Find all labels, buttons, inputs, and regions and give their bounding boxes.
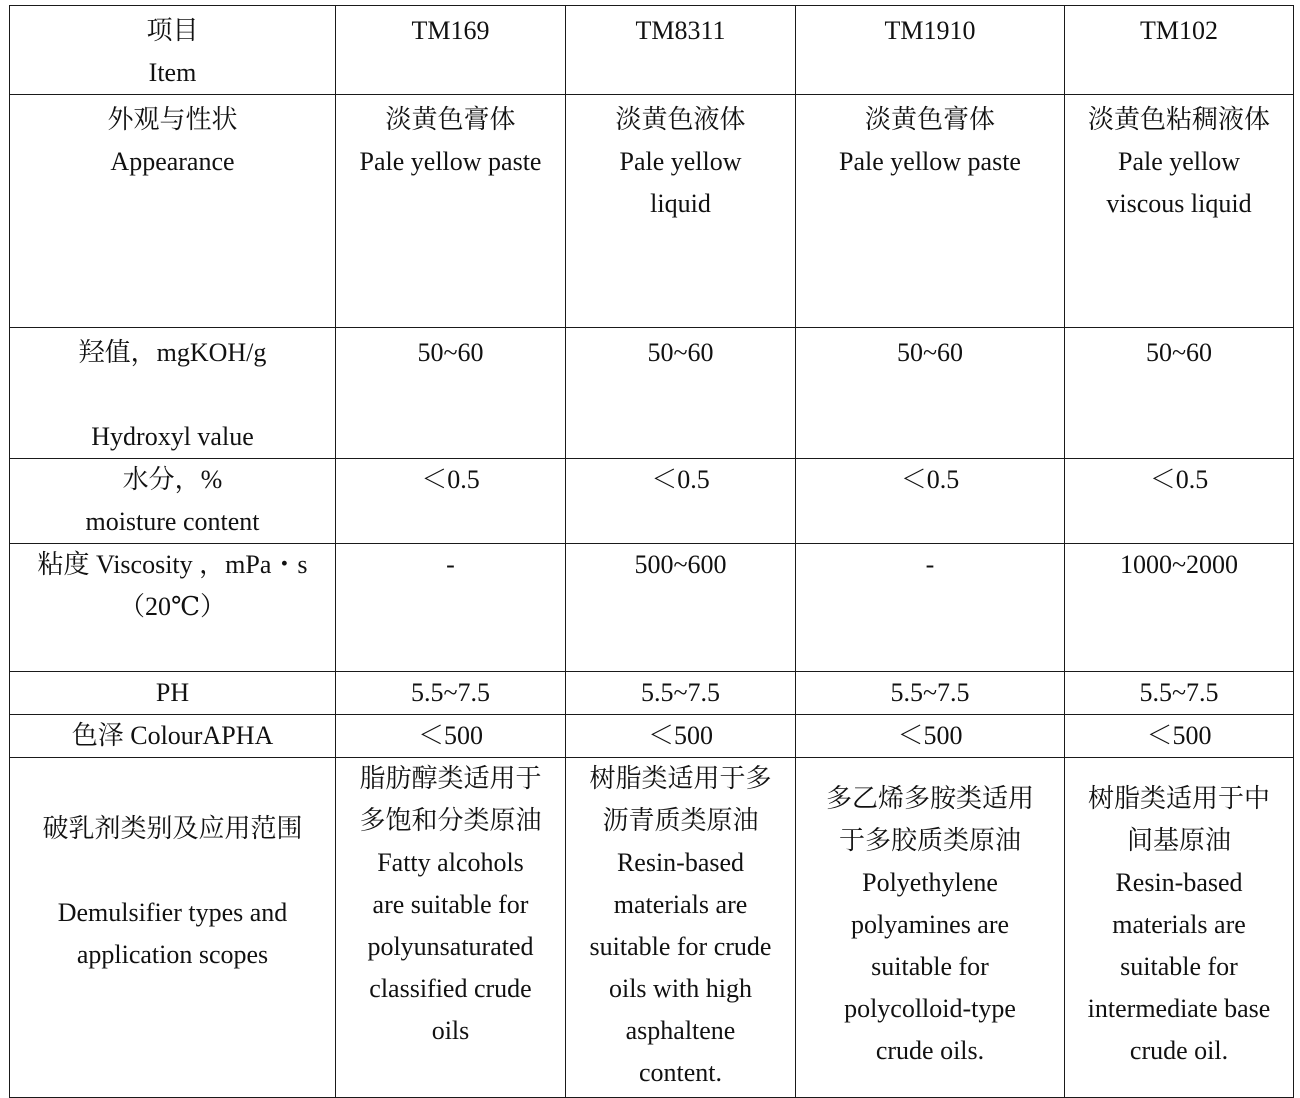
- moisture-label-en: moisture content: [85, 507, 260, 536]
- ph-tm1910: 5.5~7.5: [796, 672, 1065, 715]
- appearance-tm102-en-1: Pale yellow: [1117, 147, 1241, 176]
- viscosity-tm169: -: [336, 544, 566, 672]
- demulsifier-tm1910-line: polyamines are: [850, 910, 1010, 939]
- demulsifier-tm1910-line: polycolloid-type: [844, 994, 1016, 1023]
- hydroxyl-label-cell: [10, 328, 336, 459]
- header-product-tm169: TM169: [336, 6, 566, 95]
- demulsifier-tm1910-line: Polyethylene: [862, 868, 998, 897]
- header-row: [10, 6, 1294, 95]
- hydroxyl-tm102: 50~60: [1065, 328, 1294, 459]
- demulsifier-tm1910-line: 于多胶质类原油: [838, 826, 1021, 855]
- demulsifier-tm102-line: materials are: [1112, 910, 1246, 939]
- header-item-cell: [10, 6, 336, 95]
- demulsifier-tm8311-line: 树脂类适用于多: [589, 764, 772, 793]
- header-product-tm102: TM102: [1065, 6, 1294, 95]
- appearance-tm8311-cell: [566, 95, 796, 328]
- viscosity-label-cell: [10, 544, 336, 672]
- demulsifier-tm8311-line: materials are: [613, 890, 748, 919]
- ph-tm102: 5.5~7.5: [1065, 672, 1294, 715]
- colour-tm1910: ＜500: [796, 715, 1065, 758]
- viscosity-label-line1: 粘度 Viscosity ，mPa・s: [37, 550, 308, 579]
- demulsifier-tm1910-line: 多乙烯多胺类适用: [825, 784, 1034, 813]
- demulsifier-tm1910-cell: [796, 758, 1065, 1098]
- ph-tm169: 5.5~7.5: [336, 672, 566, 715]
- hydroxyl-label-cn: 羟值，mgKOH/g: [78, 338, 267, 367]
- demulsifier-tm102-line: suitable for: [1120, 952, 1238, 981]
- header-item-en: Item: [148, 58, 197, 87]
- colour-tm169: ＜500: [336, 715, 566, 758]
- viscosity-tm1910: -: [796, 544, 1065, 672]
- ph-row: [10, 672, 1294, 715]
- appearance-tm8311-en-1: Pale yellow: [619, 147, 742, 176]
- demulsifier-tm8311-line: Resin-based: [616, 848, 745, 877]
- hydroxyl-tm8311: 50~60: [566, 328, 796, 459]
- appearance-label-cell: [10, 95, 336, 328]
- demulsifier-tm102-cell: [1065, 758, 1294, 1098]
- demulsifier-label-en-1: Demulsifier types and: [57, 898, 288, 927]
- demulsifier-tm169-line: 多饱和分类原油: [359, 806, 542, 835]
- demulsifier-tm102-line: Resin-based: [1115, 868, 1243, 897]
- demulsifier-tm102-line: crude oil.: [1129, 1036, 1229, 1065]
- appearance-tm1910-en: Pale yellow paste: [839, 147, 1021, 176]
- demulsifier-tm8311-line: content.: [638, 1058, 723, 1087]
- hydroxyl-label-gap: [16, 374, 329, 416]
- viscosity-label-line2: （20℃）: [118, 592, 227, 621]
- demulsifier-tm8311-line: 沥青质类原油: [602, 806, 759, 835]
- colour-row: [10, 715, 1294, 758]
- colour-tm102: ＜500: [1065, 715, 1294, 758]
- appearance-tm8311-cn: 淡黄色液体: [615, 105, 746, 134]
- demulsifier-tm169-line: are suitable for: [372, 890, 529, 919]
- demulsifier-tm1910-line: suitable for: [871, 952, 989, 981]
- header-product-tm8311: TM8311: [566, 6, 796, 95]
- demulsifier-tm169-line: Fatty alcohols: [377, 848, 524, 877]
- hydroxyl-label-en: Hydroxyl value: [91, 422, 254, 451]
- moisture-tm169: ＜0.5: [336, 459, 566, 544]
- viscosity-row: [10, 544, 1294, 672]
- hydroxyl-row: [10, 328, 1294, 459]
- demulsifier-tm8311-line: suitable for crude: [589, 932, 772, 961]
- moisture-tm1910: ＜0.5: [796, 459, 1065, 544]
- appearance-tm102-cn: 淡黄色粘稠液体: [1087, 105, 1270, 134]
- appearance-tm8311-en-2: liquid: [650, 189, 711, 218]
- colour-tm8311: ＜500: [566, 715, 796, 758]
- viscosity-tm102: 1000~2000: [1065, 544, 1294, 672]
- ph-label: PH: [10, 672, 336, 715]
- appearance-tm1910-cell: [796, 95, 1065, 328]
- moisture-tm8311: ＜0.5: [566, 459, 796, 544]
- demulsifier-tm169-line: 脂肪醇类适用于: [359, 764, 542, 793]
- appearance-label-en: Appearance: [110, 147, 235, 176]
- viscosity-tm8311: 500~600: [566, 544, 796, 672]
- appearance-label-cn: 外观与性状: [107, 105, 238, 134]
- demulsifier-label-cn: 破乳剂类别及应用范围: [42, 814, 303, 843]
- demulsifier-tm169-line: classified crude: [369, 974, 532, 1003]
- hydroxyl-tm1910: 50~60: [796, 328, 1065, 459]
- demulsifier-tm169-cell: [336, 758, 566, 1098]
- appearance-tm1910-cn: 淡黄色膏体: [864, 105, 995, 134]
- ph-tm8311: 5.5~7.5: [566, 672, 796, 715]
- demulsifier-label-en-2: application scopes: [76, 940, 269, 969]
- appearance-tm102-cell: [1065, 95, 1294, 328]
- colour-label: 色泽 ColourAPHA: [10, 715, 336, 758]
- demulsifier-tm8311-line: oils with high: [608, 974, 752, 1003]
- header-product-tm1910: TM1910: [796, 6, 1065, 95]
- demulsifier-tm102-line: intermediate base: [1087, 994, 1271, 1023]
- demulsifier-tm169-line: polyunsaturated: [367, 932, 534, 961]
- appearance-row: [10, 95, 1294, 328]
- demulsifier-tm102-line: 间基原油: [1126, 826, 1231, 855]
- moisture-label-cell: [10, 459, 336, 544]
- moisture-label-cn: 水分，%: [122, 465, 223, 494]
- demulsifier-tm169-line: oils: [431, 1016, 470, 1045]
- appearance-tm169-cell: [336, 95, 566, 328]
- appearance-tm169-cn: 淡黄色膏体: [385, 105, 516, 134]
- hydroxyl-tm169: 50~60: [336, 328, 566, 459]
- appearance-tm102-en-2: viscous liquid: [1106, 189, 1252, 218]
- moisture-tm102: ＜0.5: [1065, 459, 1294, 544]
- demulsifier-tm102-line: 树脂类适用于中: [1087, 784, 1270, 813]
- moisture-row: [10, 459, 1294, 544]
- demulsifier-tm8311-cell: [566, 758, 796, 1098]
- demulsifier-label-gap-top: [16, 766, 329, 808]
- demulsifier-label-cell: [10, 758, 336, 1098]
- product-spec-table: [9, 5, 1294, 1098]
- demulsifier-tm1910-line: crude oils.: [875, 1036, 985, 1065]
- appearance-tm169-en: Pale yellow paste: [359, 147, 542, 176]
- demulsifier-label-gap: [16, 850, 329, 892]
- header-item-cn: 项目: [146, 16, 199, 45]
- demulsifier-tm8311-line: asphaltene: [625, 1016, 736, 1045]
- demulsifier-row: [10, 758, 1294, 1098]
